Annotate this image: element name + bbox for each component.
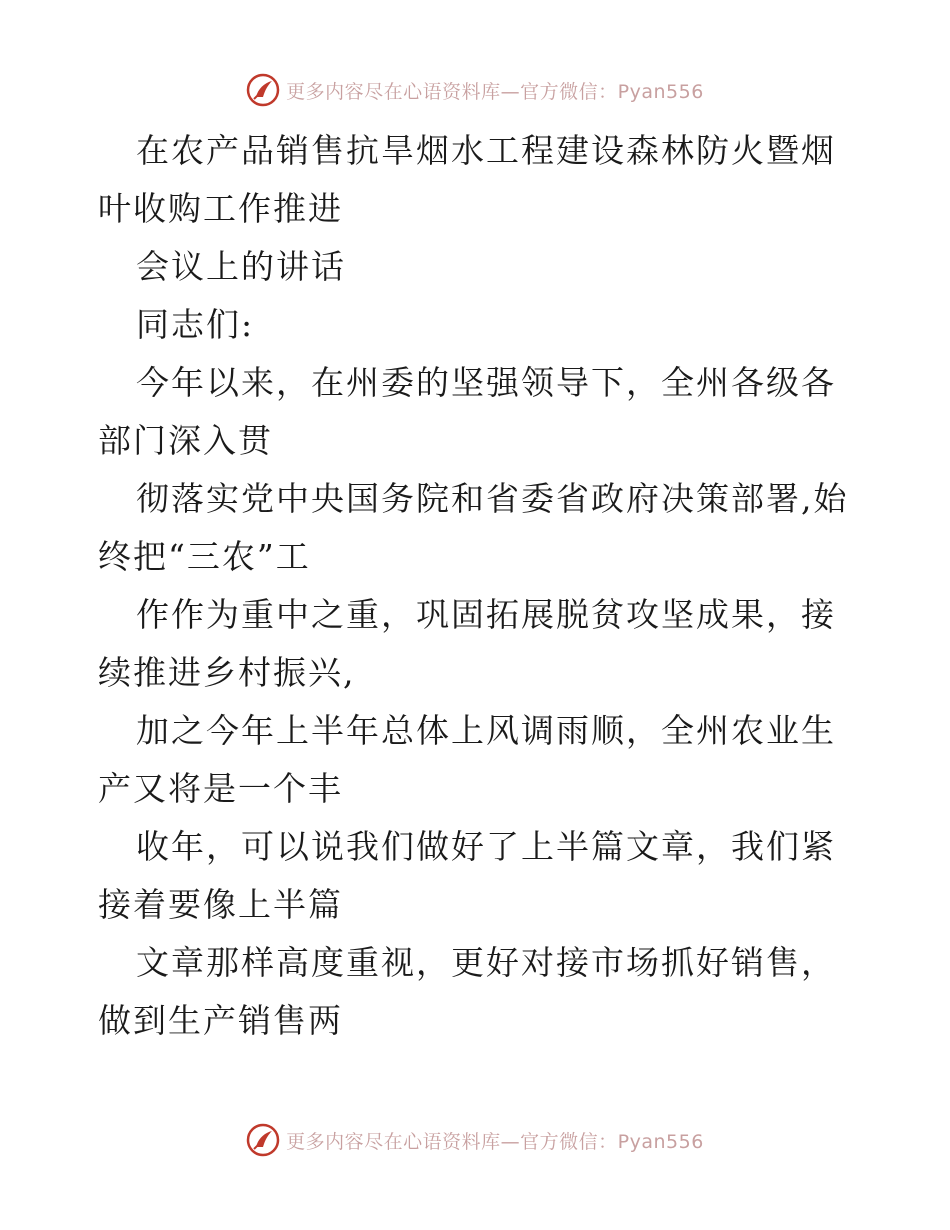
paragraph: 今年以来，在州委的坚强领导下，全州各级各部门深入贯	[98, 363, 836, 460]
paragraph: 收年，可以说我们做好了上半篇文章，我们紧接着要像上半篇	[98, 827, 836, 924]
paragraph: 作作为重中之重，巩固拓展脱贫攻坚成果，接续推进乡村振兴,	[98, 595, 836, 692]
footer-watermark	[0, 1120, 950, 1160]
header-watermark	[0, 70, 950, 110]
document-body	[98, 122, 858, 1050]
brand-logo-icon	[246, 73, 280, 107]
paragraph: 加之今年上半年总体上风调雨顺，全州农业生产又将是一个丰	[98, 711, 836, 808]
paragraph: 在农产品销售抗旱烟水工程建设森林防火暨烟叶收购工作推进	[98, 131, 836, 228]
paragraph: 同志们:	[136, 305, 255, 344]
paragraph: 彻落实党中央国务院和省委省政府决策部署,始终把“三农”工	[98, 479, 849, 576]
paragraph: 会议上的讲话	[136, 247, 346, 286]
footer-banner-text: 更多内容尽在心语资料库—官方微信：Pyan556	[286, 1130, 704, 1153]
brand-logo-icon	[246, 1123, 280, 1157]
header-banner-text: 更多内容尽在心语资料库—官方微信：Pyan556	[286, 80, 704, 103]
paragraph: 文章那样高度重视，更好对接市场抓好销售，做到生产销售两	[98, 943, 836, 1040]
